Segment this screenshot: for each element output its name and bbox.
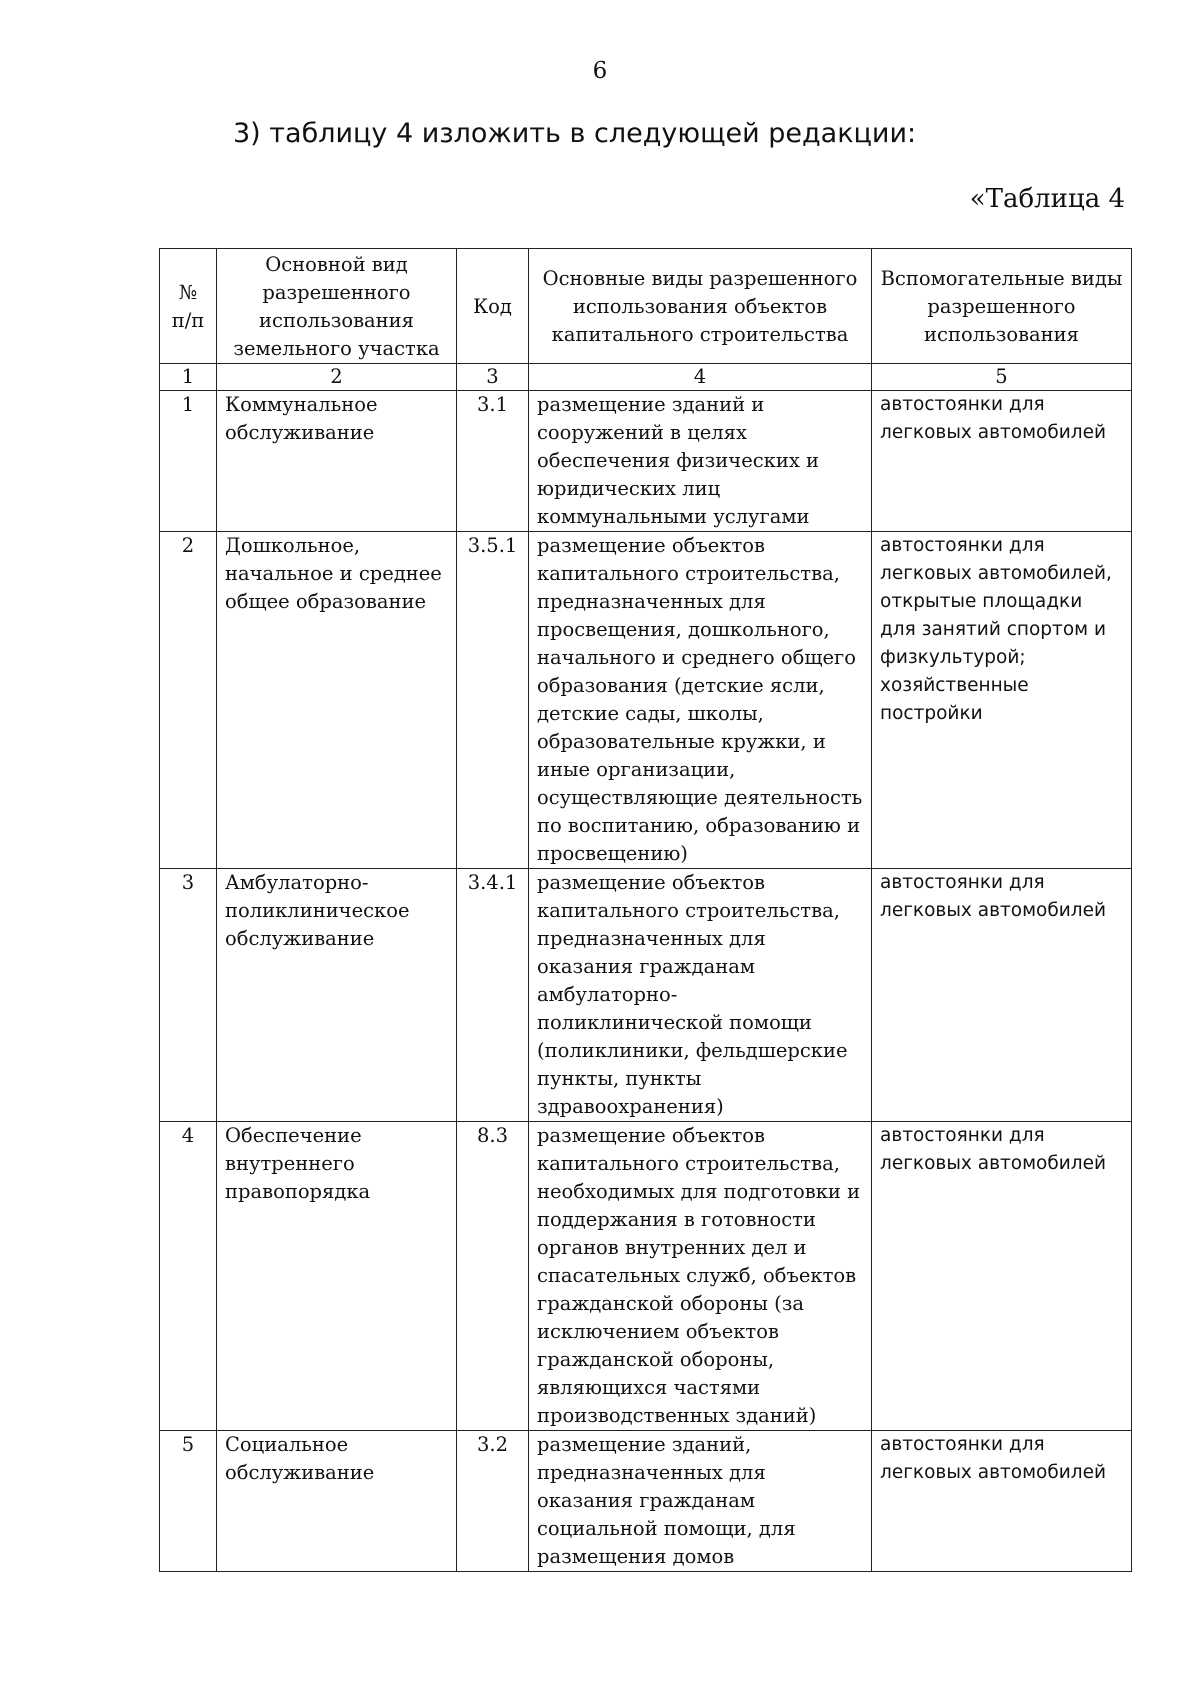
table-row bbox=[160, 869, 1132, 1122]
header-number: № п/п bbox=[160, 249, 217, 364]
land-use-code: 3.4.1 bbox=[457, 869, 529, 1122]
auxiliary-use: автостоянки для легковых автомобилей bbox=[872, 391, 1132, 532]
row-number: 1 bbox=[160, 391, 217, 532]
row-number: 5 bbox=[160, 1431, 217, 1572]
header-main-construction-use: Основные виды разрешенного использования объектов капитального строительства bbox=[529, 249, 872, 364]
main-use-description: размещение объектов капитального строительства, предназначенных для просвещения, дошкольного, начального и среднего общего образования (детские ясли, детские сады, школы, образовательные кружки, и иные организации, осуществляющие деятельность по воспитанию, образованию и просвещению) bbox=[529, 532, 872, 869]
main-use-description: размещение зданий, предназначенных для оказания гражданам социальной помощи, для размещения домов bbox=[529, 1431, 872, 1572]
column-number: 2 bbox=[217, 364, 457, 391]
main-use-description: размещение объектов капитального строительства, предназначенных для оказания гражданам амбулаторно-поликлинической помощи (поликлиники, фельдшерские пункты, пункты здравоохранения) bbox=[529, 869, 872, 1122]
land-use-code: 3.2 bbox=[457, 1431, 529, 1572]
header-auxiliary-use: Вспомогательные виды разрешенного использования bbox=[872, 249, 1132, 364]
row-number: 4 bbox=[160, 1122, 217, 1431]
land-use-table bbox=[159, 248, 1132, 1572]
land-use-code: 8.3 bbox=[457, 1122, 529, 1431]
column-number-row bbox=[160, 364, 1132, 391]
intro-paragraph: 3) таблицу 4 изложить в следующей редакции: bbox=[233, 118, 917, 149]
land-use-name: Дошкольное, начальное и среднее общее образование bbox=[217, 532, 457, 869]
auxiliary-use: автостоянки для легковых автомобилей bbox=[872, 1431, 1132, 1572]
land-use-name: Коммунальное обслуживание bbox=[217, 391, 457, 532]
row-number: 2 bbox=[160, 532, 217, 869]
header-code: Код bbox=[457, 249, 529, 364]
page-number: 6 bbox=[592, 58, 608, 84]
table-row bbox=[160, 391, 1132, 532]
land-use-code: 3.5.1 bbox=[457, 532, 529, 869]
row-number: 3 bbox=[160, 869, 217, 1122]
column-number: 4 bbox=[529, 364, 872, 391]
column-number: 3 bbox=[457, 364, 529, 391]
auxiliary-use: автостоянки для легковых автомобилей bbox=[872, 869, 1132, 1122]
table-caption: «Таблица 4 bbox=[969, 184, 1125, 214]
auxiliary-use: автостоянки для легковых автомобилей bbox=[872, 1122, 1132, 1431]
land-use-code: 3.1 bbox=[457, 391, 529, 532]
table-row bbox=[160, 532, 1132, 869]
column-number: 1 bbox=[160, 364, 217, 391]
column-number: 5 bbox=[872, 364, 1132, 391]
table-header-row bbox=[160, 249, 1132, 364]
main-use-description: размещение зданий и сооружений в целях обеспечения физических и юридических лиц коммунальными услугами bbox=[529, 391, 872, 532]
table-row bbox=[160, 1431, 1132, 1572]
land-use-name: Амбулаторно-поликлиническое обслуживание bbox=[217, 869, 457, 1122]
land-use-name: Обеспечение внутреннего правопорядка bbox=[217, 1122, 457, 1431]
header-main-land-use: Основной вид разрешенного использования земельного участка bbox=[217, 249, 457, 364]
land-use-name: Социальное обслуживание bbox=[217, 1431, 457, 1572]
main-use-description: размещение объектов капитального строительства, необходимых для подготовки и поддержания в готовности органов внутренних дел и спасательных служб, объектов гражданской обороны (за исключением объектов гражданской обороны, являющихся частями производственных зданий) bbox=[529, 1122, 872, 1431]
auxiliary-use: автостоянки для легковых автомобилей, открытые площадки для занятий спортом и физкультурой; хозяйственные постройки bbox=[872, 532, 1132, 869]
table-row bbox=[160, 1122, 1132, 1431]
